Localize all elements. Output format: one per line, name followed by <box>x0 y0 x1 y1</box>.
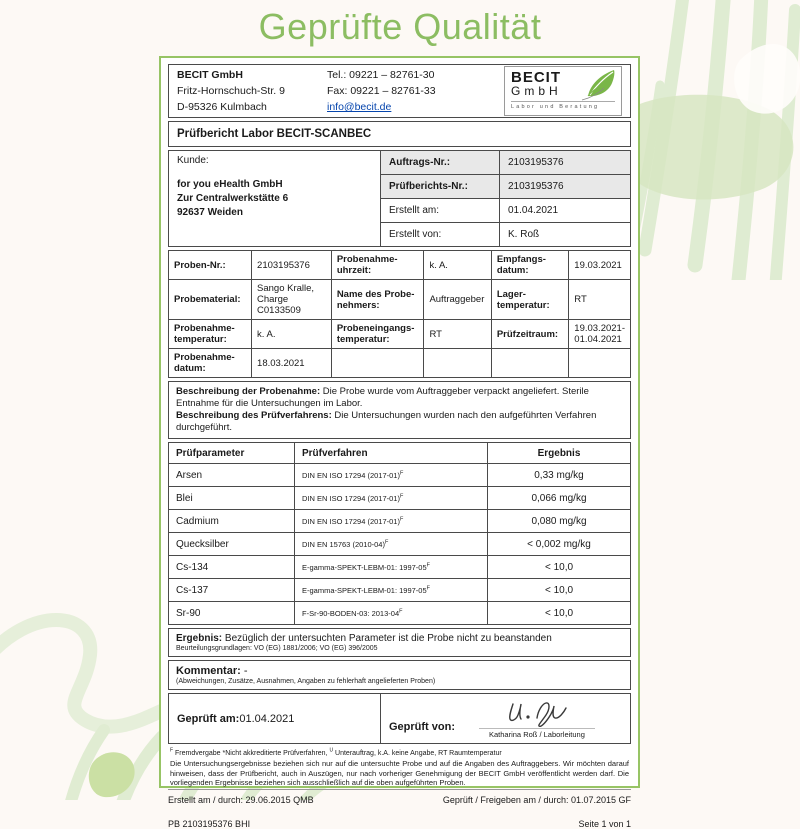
description-label: Beschreibung des Prüfverfahrens: <box>176 410 332 421</box>
customer-city: 92637 Weiden <box>177 207 243 218</box>
sampling-description: Beschreibung der Probenahme: Die Probe wurde vom Auftraggeber verpackt angeliefert. Sterile Entnahme für die Untersuchungen im Labor. Beschreibung des Prüfverfahrens: Die Untersuchungen wurden nach den aufgeführten Verfahren durchgeführt. <box>168 381 631 439</box>
signature-graphic <box>491 696 583 730</box>
customer-street: Zur Centralwerkstätte 6 <box>177 193 289 204</box>
company-name: BECIT GmbH <box>177 69 243 81</box>
column-header: Ergebnis <box>488 443 631 464</box>
approval-date-label: Geprüft am: <box>177 712 240 725</box>
sample-info-table <box>168 250 631 378</box>
letterhead <box>168 64 631 118</box>
table-row: Blei DIN EN ISO 17294 (2017-01)$^F$ 0,066 mg/kg <box>169 487 631 510</box>
approval-date: 01.04.2021 <box>239 712 295 725</box>
document-footer <box>168 789 631 829</box>
meta-label: Erstellt am: <box>381 199 500 223</box>
meta-value: K. Roß <box>508 229 540 240</box>
table-row <box>381 175 630 199</box>
approved-by-label: Geprüft von: <box>389 721 455 733</box>
order-meta-table <box>381 151 630 246</box>
table-row: Probenahme-datum: 18.03.2021 <box>169 349 631 378</box>
meta-label: Prüfberichts-Nr.: <box>381 175 500 199</box>
company-fax: Fax: 09221 – 82761-33 <box>327 85 436 97</box>
footnote-legend: $^F$ Fremdvergabe *Nicht akkreditierte Prüfverfahren, $^U$ Unterauftrag, k.A. keine Angabe, RT Raumtemperatur <box>170 747 502 757</box>
lab-report-document <box>159 56 640 829</box>
description-label: Beschreibung der Probenahme: <box>176 386 321 397</box>
table-row: Probenahme-temperatur: k. A. Probeneingangs-temperatur: RT Prüfzeitraum: 19.03.2021-01.04.2021 <box>169 320 631 349</box>
disclaimer-text: Die Untersuchungsergebnisse beziehen sich nur auf die untersuchte Probe und auf die Angaben des Auftraggebers. Wir möchten darauf hinweisen, dass der Prüfbericht, auch in Auszügen, nur nach vorheriger Genehmigung der BECIT GmbH veröffentlicht werden darf. Die vorliegenden Ergebnisse beziehen sich ausschließlich auf die oben aufgeführten Proben. <box>170 759 629 787</box>
footer-page-number: Seite 1 von 1 <box>578 818 631 829</box>
table-row: Proben-Nr.: 2103195376 Probenahme-uhrzeit: k. A. Empfangs-datum: 19.03.2021 <box>169 251 631 280</box>
footer-doc-id: PB 2103195376 BHI <box>168 818 251 829</box>
meta-value: 2103195376 <box>500 151 631 175</box>
customer-label: Kunde: <box>177 155 209 166</box>
approval-section <box>168 693 631 744</box>
report-title: Prüfbericht Labor BECIT-SCANBEC <box>168 121 631 147</box>
page-title: Geprüfte Qualität <box>258 6 542 47</box>
meta-label: Auftrags-Nr.: <box>381 151 500 175</box>
comment-label: Kommentar: <box>176 665 241 677</box>
comment-note: (Abweichungen, Zusätze, Ausnahmen, Angaben zu fehlerhaft angelieferten Proben) <box>176 678 436 685</box>
table-row: Cs-134 E-gamma-SPEKT-LEBM-01: $1997-05^F$ < 10,0 <box>169 556 631 579</box>
meta-value: 2103195376 <box>500 175 631 199</box>
footer-approved: Geprüft / Freigeben am / durch: 01.07.2015 GF <box>442 794 631 805</box>
table-row <box>381 223 630 247</box>
logo-tagline: Labor und Beratung <box>511 101 615 110</box>
column-header: Prüfparameter <box>169 443 295 464</box>
logo-name: BECIT <box>511 69 561 86</box>
column-header: Prüfverfahren <box>295 443 488 464</box>
table-row: Arsen DIN EN ISO 17294 (2017-01)$^F$ 0,33 mg/kg <box>169 464 631 487</box>
logo-sub: GmbH <box>511 84 562 98</box>
company-tel: Tel.: 09221 – 82761-30 <box>327 69 435 81</box>
results-header-row <box>169 443 631 464</box>
table-row: Probematerial: Sango Kralle, Charge C0133509 Name des Probe-nehmers: Auftraggeber Lager-temperatur: RT <box>169 280 631 320</box>
assessment-basis: Beurteilungsgrundlagen: VO (EG) 1881/2006; VO (EG) 396/2005 <box>176 645 378 652</box>
meta-value: 01.04.2021 <box>500 199 631 223</box>
table-row: Cs-137 E-gamma-SPEKT-LEBM-01: $1997-05^F$ < 10,0 <box>169 579 631 602</box>
table-row: Quecksilber DIN EN 15763 (2010-04)$^F$ < 0,002 mg/kg <box>169 533 631 556</box>
result-label: Ergebnis: <box>176 633 223 644</box>
table-row: Cadmium DIN EN ISO 17294 (2017-01)$^F$ 0,080 mg/kg <box>169 510 631 533</box>
comment-section: Kommentar: - (Abweichungen, Zusätze, Ausnahmen, Angaben zu fehlerhaft angelieferten Proben) <box>168 660 631 690</box>
table-row <box>381 199 630 223</box>
table-row <box>381 151 630 175</box>
company-street: Fritz-Hornschuch-Str. 9 <box>177 85 285 97</box>
footer-created: Erstellt am / durch: 29.06.2015 QMB <box>168 794 314 805</box>
result-summary: Ergebnis: Bezüglich der untersuchten Parameter ist die Probe nicht zu beanstanden Beurteilungsgrundlagen: VO (EG) 1881/2006; VO (EG) 396/2005 <box>168 628 631 657</box>
signer-name: Katharina Roß / Laborleitung <box>479 728 595 741</box>
becit-logo <box>504 66 622 116</box>
customer-section <box>168 150 631 247</box>
leaf-icon <box>580 69 618 103</box>
email-link[interactable]: info@becit.de <box>327 101 392 113</box>
customer-name: for you eHealth GmbH <box>177 179 283 190</box>
results-table <box>168 442 631 625</box>
table-row: Sr-90 F-Sr-90-BODEN-03: $2013-04^F$ < 10,0 <box>169 602 631 625</box>
meta-label: Erstellt von: <box>381 223 500 247</box>
company-city: D-95326 Kulmbach <box>177 101 267 113</box>
